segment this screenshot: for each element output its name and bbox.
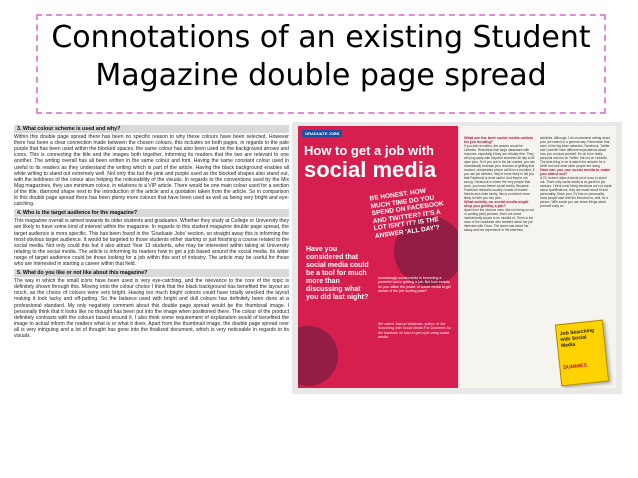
section-badge: GRADUATE JOBS — [302, 130, 342, 137]
column-heading: What activity on social media might stop you getting a job? — [464, 200, 529, 208]
title-line-1: Connotations of an existing Student — [51, 20, 591, 55]
title-line-2: Magazine double page spread — [95, 58, 547, 93]
intro-text: Increasingly social media is becoming a powerful tool in getting a job. But how exactly do you utilise the power of social media to get ahead of the job hunting pack? — [378, 276, 451, 294]
article-column-2 — [540, 136, 612, 208]
book-title: Job Searching with Social Media — [559, 327, 595, 350]
slide-title — [40, 19, 602, 95]
question-3-heading: 3. What colour scheme is used and why? — [14, 125, 289, 133]
pull-quote: BE HONEST. HOW MUCH TIME DO YOU SPEND ON FACEBOOK AND TWITTER? IT'S A LOT ISN'T IT? IS THE ANSWER 'ALL DAY'? — [369, 187, 445, 240]
analysis-text-panel — [14, 124, 289, 464]
column-heading: What are the best social media outlets for job hunting? — [464, 136, 533, 144]
magazine-headline-line-1: How to get a job with — [304, 143, 434, 158]
answer-4-paragraph: This magazine overall is aimed towards its older students and graduates. Whether they study at College or University they are likely to have some kind of interest within the magazine. In regards to this student magazine double page spread, the target audience is more specific. This has been found in the 'Graduate Jobs' section, so straight away this is informing the most obvious target audience. It would be targeted to those students either starting or just finishing a course related to the social media. Not only could this but it also attract Year 13 students, who may be interested within taking at University relating to the social media. The article is informing its readers how to get a job based around the social media. Its wider range of target audience could be those looking for a job within this sort of industry. The article may be useful for those who are interested in starting a career within that field. — [14, 218, 289, 267]
highlight-question: Have you considered that social media could be a tool for much more than discussing what you did last night? — [306, 246, 369, 301]
column-text: A CV doesn't allow a whole lot of room to stand out. That's why social media is so great for job seekers. I think most hiring decisions are not made about qualifications, they are made about fit and personality. Since your CV has no personality, most people wait until the interview to, well, be a person. With social you can share things about yourself early on. — [540, 176, 612, 208]
decorative-circle — [298, 326, 338, 386]
answer-3-paragraph: Within this double page spread there has been no specific reason to why these colours have been selected. However there has been a clear connection made between the chosen colours, this includes on both pages, in regards to the pale purple that has been used within the blocked spaces, the same colour has also been used on the background arrows and icons. This is connecting the title and the images both together, informing its readers that the two are relevant to one another. The writing overall has all been written in the same colour and font. Having the same constant colour used in useful to its readers as they understand the writing which is part of the article. Having the black background enables all white writing to stand out extremely well. Not only this but the pink and purple used as the blocked shapes also stand out, with the boldness of the colour also helping the noticeability of the visuals. In regards to the conventions used by the Mix Mag magazines, they use minimum colour, in relations to a VIP article. There would be one main colour used for a section of the title, diamond shape next to the introduction of the article and a quotation taken from the article. So in comparison to this double page spread there has been plenty more colours that have been used as well as being very bright and eye-catching. — [14, 134, 289, 208]
intro-text-2: We asked Joshua Waldman, author of Job Searching with Social Media For Dummies for the lowdown on how to get a job using social media. — [378, 322, 451, 340]
magazine-right-page — [460, 126, 616, 388]
question-5-heading: 5. What do you like or not like about this magazine? — [14, 269, 289, 277]
column-heading: How can you use social media to make you stand out? — [540, 168, 611, 176]
magazine-spread-image — [292, 122, 622, 394]
question-4-heading: 4. Who is the target audience for the magazine? — [14, 209, 289, 217]
column-text: activities. Although, I do recommend writing about your job search in a general way. Remember that each of the big three networks, Facebook, Twitter and LinkedIn have different expectations about how you conduct yourself. It's ok to be really personal and fun on Twitter, but not on LinkedIn. The best thing to do is watch the network for a while and see what other people are doing. — [540, 136, 611, 168]
article-column-1 — [464, 136, 536, 232]
book-series: DUMMIES — [563, 362, 588, 372]
book-thumbnail-image — [555, 320, 609, 387]
column-text: Apart from the obvious ones, like not being so out or posting party pictures, there are some inadvertently issues to be mindful of. There is the case of the candidate who tweeted about her job interview with Cisco. The tweet was about her salary and her experience in the interview. — [464, 208, 534, 232]
column-text: If you ask recruiters, the answer would be LinkedIn. Recruiters love large databases with resumes, especially if they are virtually free. They will plug away with keyword searches all day to fill open jobs. So if you are in the job market, you can dramatically increase your chances of getting that random, unexpected phone call from a recruiter. If you ask job seekers, they're more likely to tell you that Facebook is most useful. And they're not wrong. Facebook is where the very people that work, you know before social media. Because Facebook networks usually consist of trusted friends and close family, this is a network more likely to refer you into jobs. — [464, 144, 535, 200]
magazine-left-page — [298, 126, 458, 388]
magazine-headline-line-2: social media — [304, 157, 437, 182]
answer-5-paragraph: The way in which the small icons have been used is very eye-catching, and the relevance to the core of the topic is definitely shown through this. Moving onto the colour choice I think that the black background has benefited the layout so much, as the choice of colours were very bright. Having too much bright colours could have totally wrecked the layout making it look tacky and off-putting. So the balance used with bright and dull colours has definitely been done at a professional standard. My only negativity comment about this double page spread would be the thumbnail image. I personally think that it looks like no thought has been put into the image when positioned there. The colour of the product definitely contrasts with the colours based around it, I also think some requirement of explanation would of benefited the image to actual inform the readers what is or what it does. Apart from the thumbnail image, the double page spread over all is very intriguing and a lot of thought has gone into the finalized document, which is very noticeable in regards to its visuals. — [14, 278, 289, 339]
